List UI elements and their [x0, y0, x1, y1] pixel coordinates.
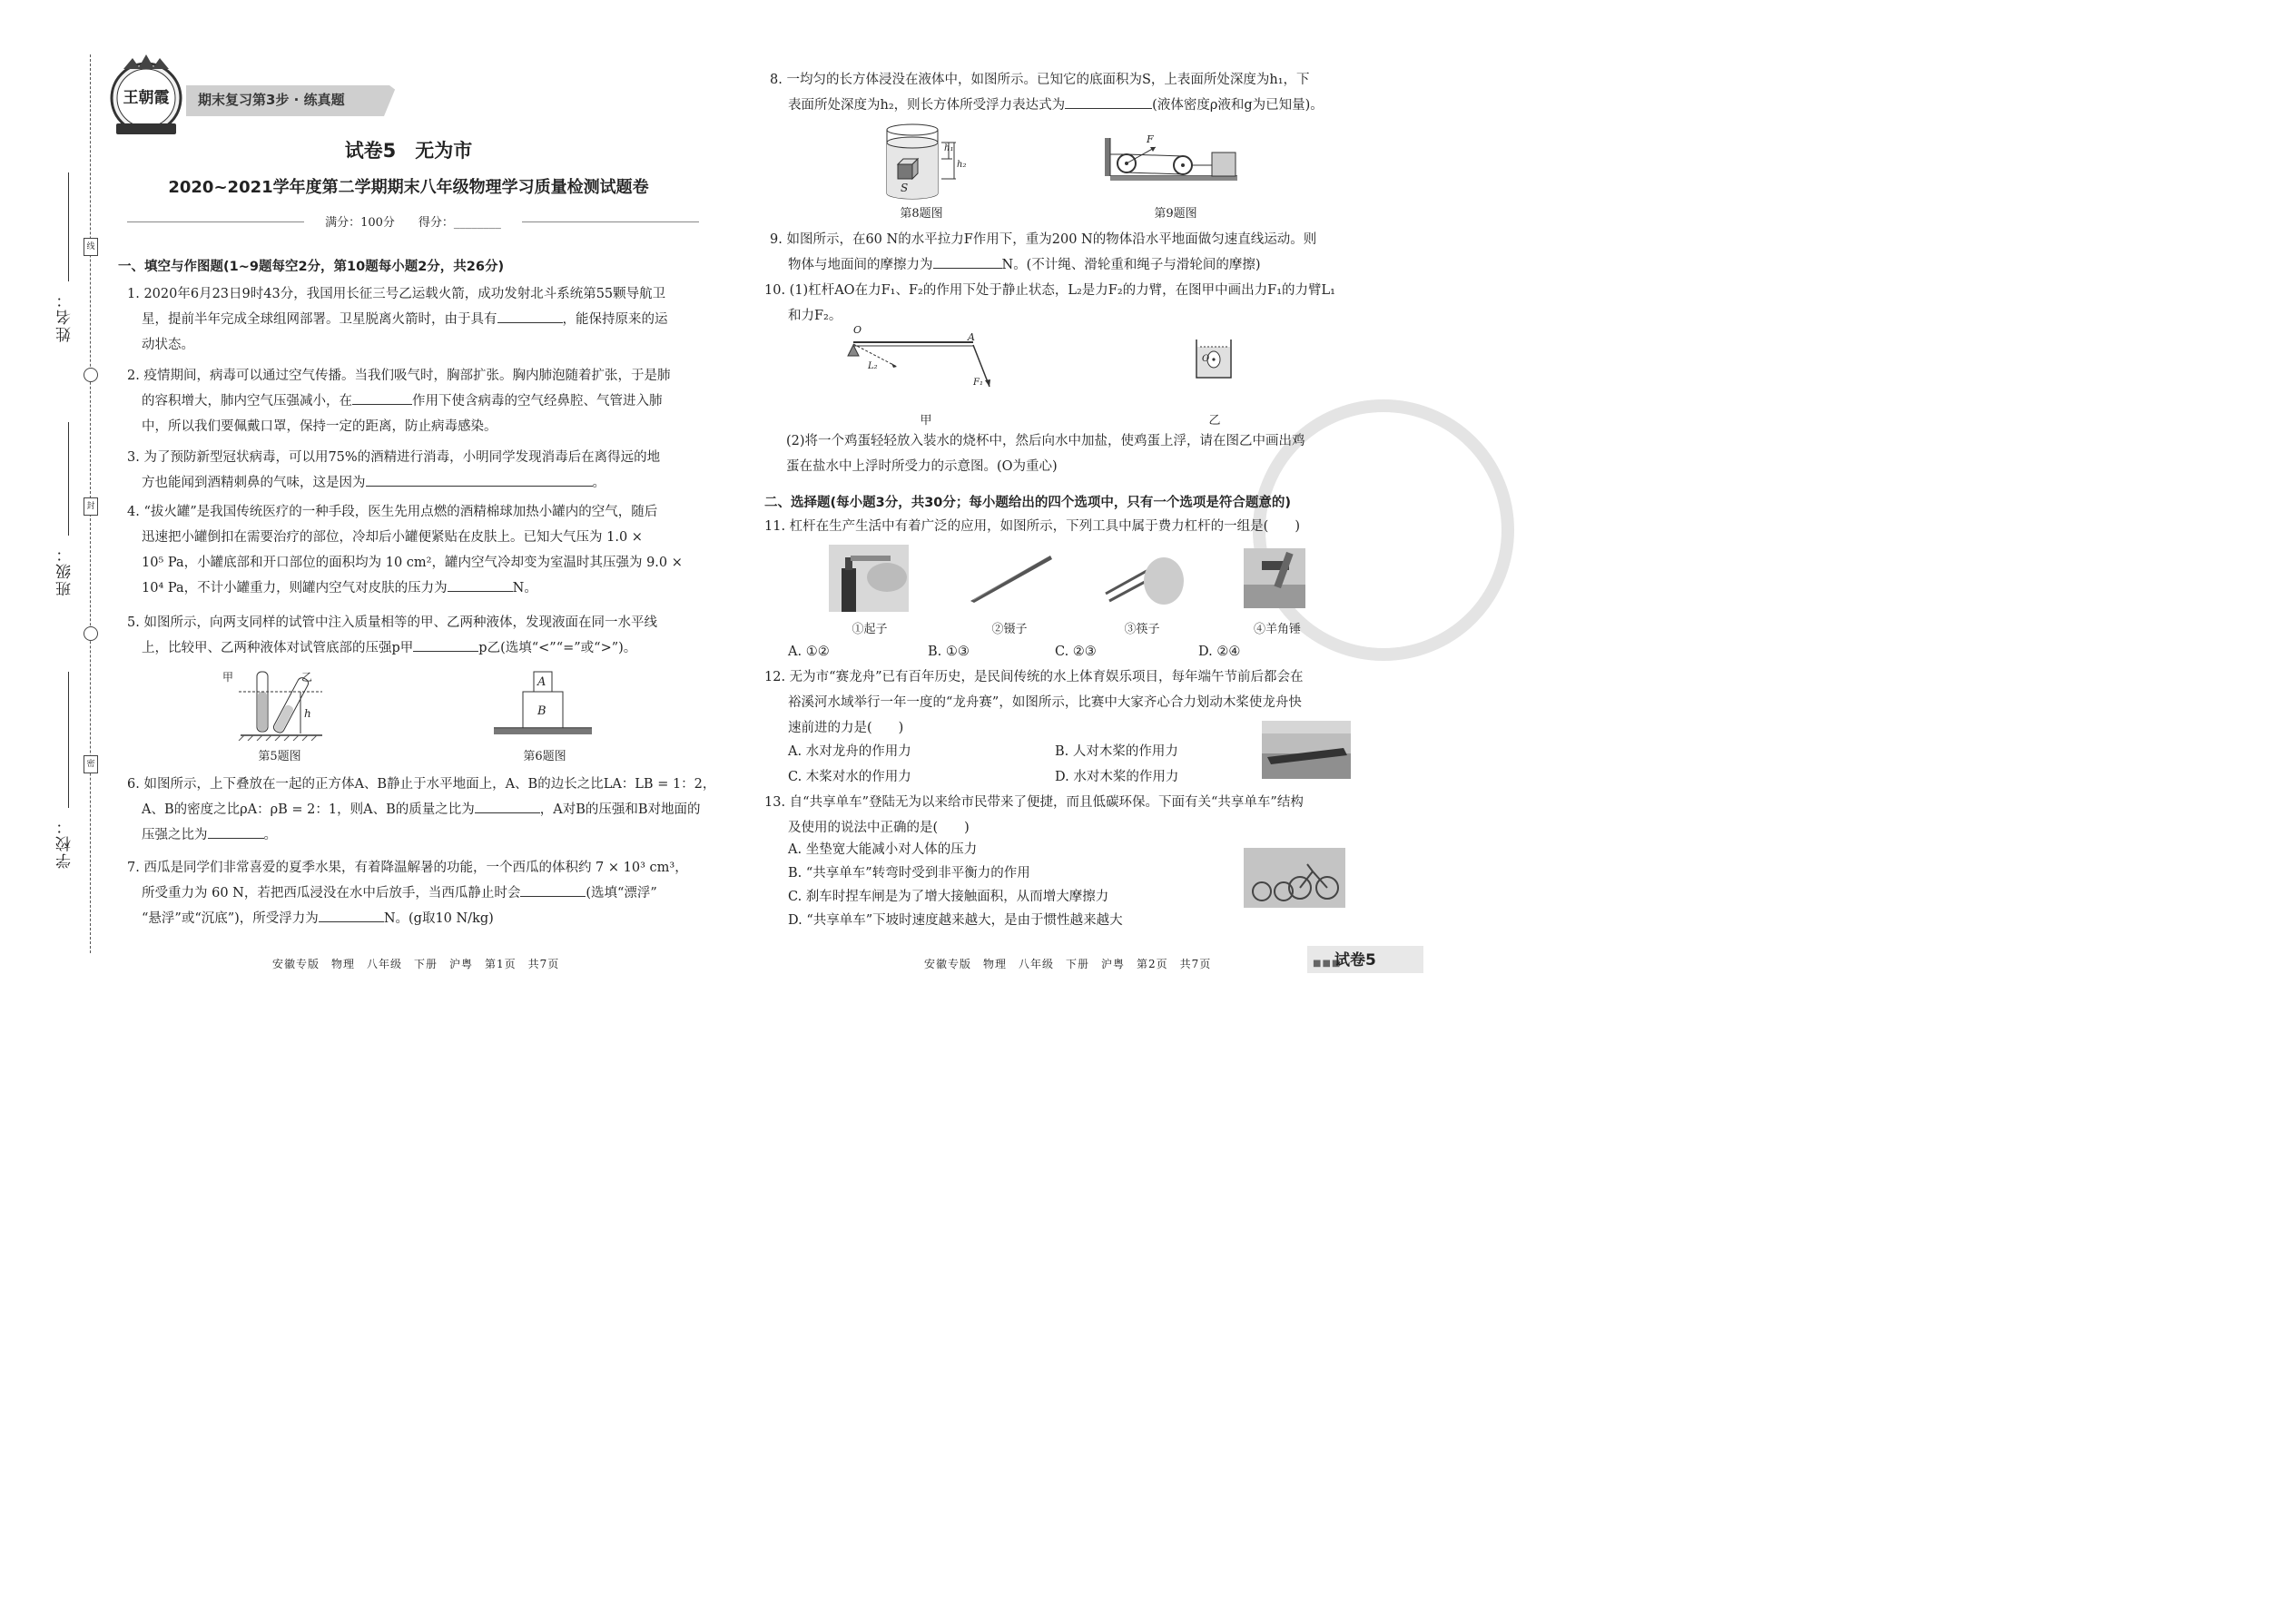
fig10-label-f1: F₁	[973, 378, 983, 388]
answer-blank[interactable]	[520, 883, 586, 897]
cut-mark: 线	[84, 238, 98, 256]
answer-blank[interactable]	[1065, 95, 1152, 109]
question-13: 13. 自“共享单车”登陆无为以来给市民带来了便捷，而且低碳环保。下面有关“共享单车”结构 及使用的说法中正确的是( )	[764, 795, 1304, 835]
answer-blank[interactable]	[475, 800, 540, 813]
tab-dots-icon: ■■■	[1313, 959, 1342, 969]
score-line: 满分：100分 得分：________	[127, 211, 699, 232]
q13-option-d[interactable]: D. “共享单车”下坡时速度越来越大，是由于惯性越来越大	[788, 913, 1123, 928]
q12-option-c[interactable]: C. 木桨对水的作用力	[788, 770, 911, 784]
fig6-label-b: B	[537, 704, 546, 718]
fig8-label-s: S	[901, 182, 909, 194]
footer-left: 安徽专版 物理 八年级 下册 沪粤 第1页 共7页	[272, 958, 560, 970]
page-tab-label: 试卷5	[1334, 951, 1376, 969]
figure-5-test-tubes	[231, 670, 331, 741]
figure-9-pulley-system	[1103, 134, 1239, 182]
question-11: 11. 杠杆在生产生活中有着广泛的应用，如图所示，下列工具中属于费力杠杆的一组是( )	[764, 519, 1300, 534]
tweezers-image	[967, 552, 1054, 605]
fig5-label-jia: 甲	[222, 671, 234, 684]
fig10-label-l2: L₂	[868, 361, 878, 371]
question-10-part-2: (2)将一个鸡蛋轻轻放入装水的烧杯中，然后向水中加盐，使鸡蛋上浮，请在图乙中画出鸡 蛋在盐水中上浮时所受力的示意图。(O为重心)	[786, 434, 1305, 474]
fig5-label-yi: 乙	[301, 671, 313, 684]
dragon-boat-image	[1262, 721, 1351, 779]
answer-blank[interactable]	[448, 578, 513, 592]
question-3: 3. 为了预防新型冠状病毒，可以用75%的酒精进行消毒，小明同学发现消毒后在离得远的地 方也能闻到酒精刺鼻的气味，这是因为 。	[127, 450, 661, 490]
figure-8-submerged-block	[876, 123, 967, 202]
q13-option-b[interactable]: B. “共享单车”转弯时受到非平衡力的作用	[788, 866, 1030, 881]
exam-subtitle: 2020~2021学年度第二学期期末八年级物理学习质量检测试题卷	[168, 178, 649, 197]
question-10: 10. (1)杠杆AO在力F₁、F₂的作用下处于静止状态，L₂是力F₂的力臂，在图甲中画出力F₁的力臂L₁ 和力F₂。	[764, 283, 1335, 323]
cut-circle-icon	[84, 626, 98, 641]
claw-hammer-image	[1244, 548, 1305, 608]
chopsticks-image	[1100, 548, 1184, 608]
cut-circle-icon	[84, 368, 98, 382]
review-banner: 期末复习第3步 · 练真题	[198, 92, 345, 108]
shared-bikes-image	[1244, 848, 1345, 908]
class-field[interactable]	[68, 422, 69, 536]
figure-6-caption: 第6题图	[523, 750, 566, 763]
name-field[interactable]	[68, 172, 69, 281]
figure-10-caption-jia: 甲	[920, 414, 932, 428]
question-12: 12. 无为市“赛龙舟”已有百年历史，是民间传统的水上体育娱乐项目，每年端午节前后都会在 裕溪河水域举行一年一度的“龙舟赛”，如图所示，比赛中大家齐心合力划动木桨使龙舟快 速前进的力是( )	[764, 670, 1304, 735]
q13-option-a[interactable]: A. 坐垫宽大能减小对人体的压力	[788, 842, 978, 857]
bottle-opener-image	[829, 545, 909, 612]
figure-8-caption: 第8题图	[900, 207, 943, 221]
question-8: 8. 一均匀的长方体浸没在液体中，如图所示。已知它的底面积为S，上表面所处深度为h₁，下 表面所处深度为h₂，则长方体所受浮力表达式为 (液体密度ρ液和g为已知量)。	[770, 73, 1324, 113]
answer-blank[interactable]	[352, 391, 412, 405]
name-label: 姓名：	[56, 290, 74, 342]
binding-strip	[0, 0, 109, 997]
q11-option-a[interactable]: A. ①②	[788, 645, 830, 659]
q12-option-a[interactable]: A. 水对龙舟的作用力	[788, 744, 911, 759]
question-2: 2. 疫情期间，病毒可以通过空气传播。当我们吸气时，胸部扩张。胸内肺泡随着扩张，于是肺 的容积增大，肺内空气压强减小，在 作用下使含病毒的空气经鼻腔、气管进入肺 中，所以我们要佩戴口罩，保持一定的距离，防止病毒感染。	[127, 369, 671, 434]
q11-caption-3: ③筷子	[1124, 623, 1160, 636]
q11-caption-2: ②镊子	[991, 623, 1028, 636]
fig8-label-h1: h₁	[944, 143, 954, 153]
question-4: 4. “拔火罐”是我国传统医疗的一种手段，医生先用点燃的酒精棉球加热小罐内的空气，随后 迅速把小罐倒扣在需要治疗的部位，冷却后小罐便紧贴在皮肤上。已知大气压为 1.0 × 10⁵ Pa，小罐底部和开口部位的面积均为 10 cm²，罐内空气冷却变为室温时其压强为 9.0 × 10⁴ Pa，不计小罐重力，则罐内空气对皮肤的压力为 N。	[127, 505, 683, 595]
q11-caption-4: ④羊角锤	[1253, 623, 1301, 636]
fig5-label-h: h	[304, 707, 311, 720]
fig10-label-o: O	[853, 324, 862, 336]
section2-heading: 二、选择题(每小题3分，共30分；每小题给出的四个选项中，只有一个选项是符合题意的)	[764, 496, 1292, 510]
fig9-label-f: F	[1147, 133, 1154, 145]
fig8-label-h2: h₂	[957, 160, 967, 170]
cut-mark: 密	[84, 755, 98, 773]
question-5: 5. 如图所示，向两支同样的试管中注入质量相等的甲、乙两种液体，发现液面在同一水平线 上，比较甲、乙两种液体对试管底部的压强p甲 p乙(选填“<”“=”或“>”)。	[127, 615, 657, 655]
answer-blank[interactable]	[497, 310, 563, 323]
question-1: 1. 2020年6月23日9时43分，我国用长征三号乙运载火箭，成功发射北斗系统第55颗导航卫 星，提前半年完成全球组网部署。卫星脱离火箭时，由于具有 ，能保持原来的运 动状态。	[127, 287, 668, 352]
figure-10-caption-yi: 乙	[1208, 414, 1221, 428]
figure-5-caption: 第5题图	[258, 750, 301, 763]
cut-mark: 封	[84, 497, 98, 516]
q11-option-b[interactable]: B. ①③	[928, 645, 970, 659]
question-6: 6. 如图所示，上下叠放在一起的正方体A、B静止于水平地面上，A、B的边长之比LA：LB = 1：2， A、B的密度之比ρA：ρB = 2：1，则A、B的质量之比为 ，A对B的压强和B对地面的 压强之比为 。	[127, 777, 716, 842]
answer-blank[interactable]	[319, 909, 384, 922]
q13-option-c[interactable]: C. 刹车时捏车闸是为了增大接触面积，从而增大摩擦力	[788, 890, 1109, 904]
exam-title: 试卷5 无为市	[344, 140, 473, 162]
q11-option-d[interactable]: D. ②④	[1198, 645, 1241, 659]
logo-text: 王朝霞	[123, 89, 170, 107]
q12-option-d[interactable]: D. 水对木桨的作用力	[1055, 770, 1179, 784]
fig10-label-a: A	[968, 331, 975, 343]
answer-blank[interactable]	[366, 473, 593, 487]
section1-heading: 一、填空与作图题(1~9题每空2分，第10题每小题2分，共26分)	[118, 260, 505, 274]
q11-option-c[interactable]: C. ②③	[1055, 645, 1097, 659]
answer-blank[interactable]	[208, 825, 264, 839]
fig10b-label-o: O	[1202, 354, 1210, 364]
school-label: 学校：	[56, 817, 74, 869]
answer-blank[interactable]	[933, 255, 1002, 269]
answer-blank[interactable]	[413, 638, 478, 652]
question-9: 9. 如图所示，在60 N的水平拉力F作用下，重为200 N的物体沿水平地面做匀速直线运动。则 物体与地面间的摩擦力为 N。(不计绳、滑轮重和绳子与滑轮间的摩擦)	[770, 232, 1317, 272]
q12-option-b[interactable]: B. 人对木桨的作用力	[1055, 744, 1178, 759]
question-7: 7. 西瓜是同学们非常喜爱的夏季水果，有着降温解暑的功能，一个西瓜的体积约 7 × 10³ cm³， 所受重力为 60 N，若把西瓜浸没在水中后放手，当西瓜静止时会 (选填“漂浮” “悬浮”或“沉底”)，所受浮力为 N。(g取10 N/kg)	[127, 861, 688, 926]
figure-10-beaker-egg	[1193, 336, 1235, 381]
school-field[interactable]	[68, 672, 69, 808]
class-label: 班级：	[56, 545, 74, 596]
figure-9-caption: 第9题图	[1154, 207, 1197, 221]
q11-caption-1: ①起子	[852, 623, 888, 636]
footer-right: 安徽专版 物理 八年级 下册 沪粤 第2页 共7页	[924, 958, 1212, 970]
fig6-label-a: A	[537, 675, 546, 689]
